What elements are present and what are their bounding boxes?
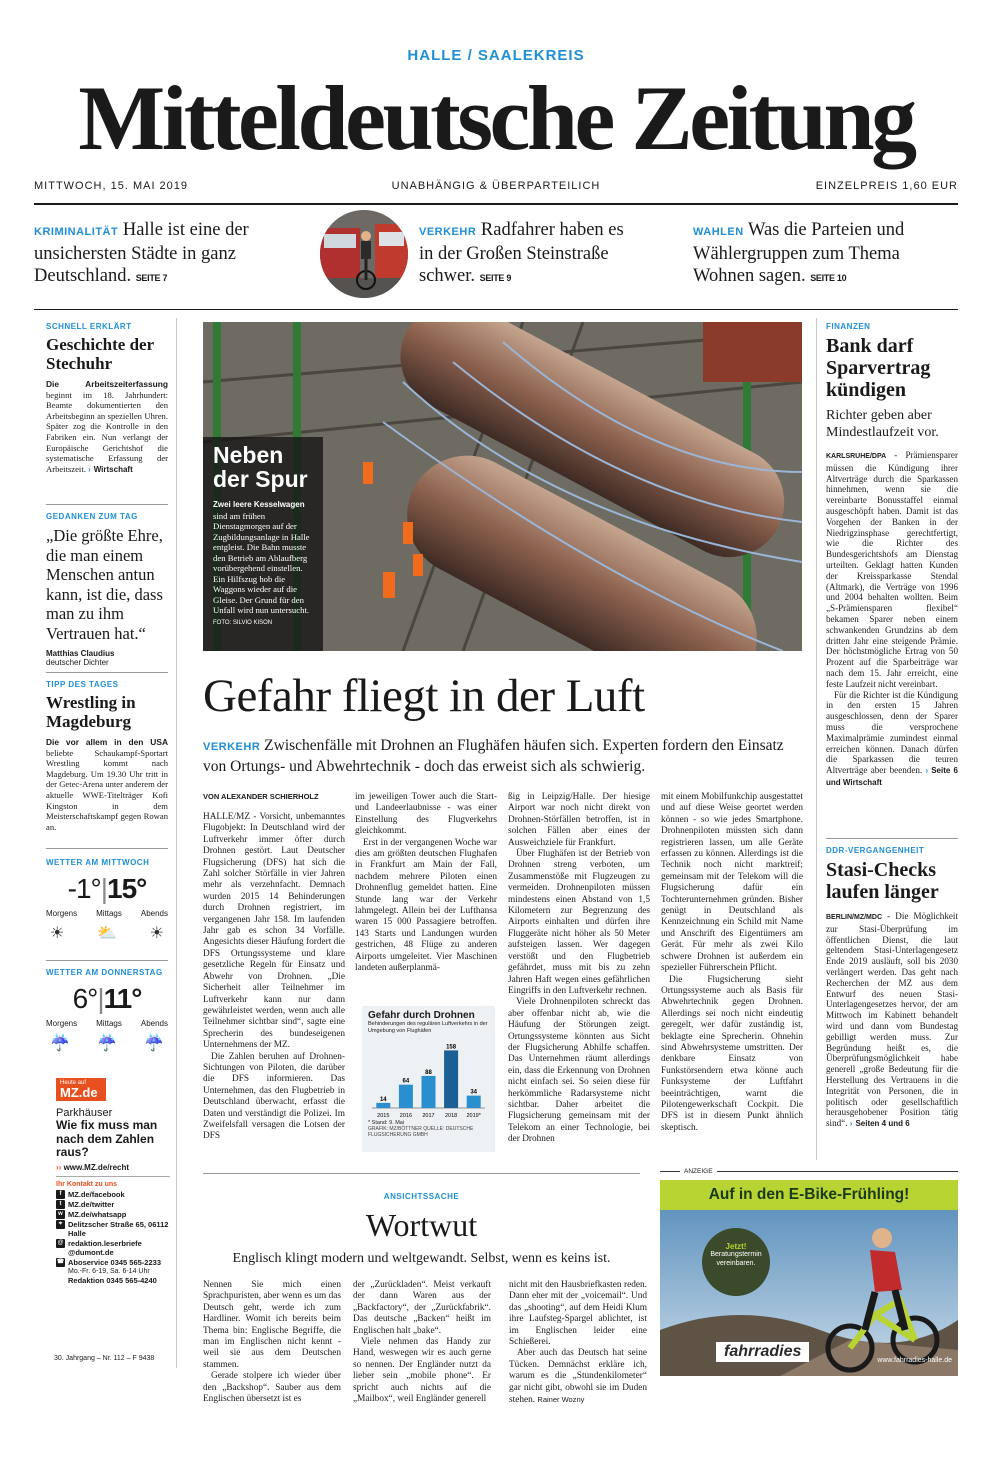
chart-plot	[368, 1036, 489, 1120]
ad-ebike[interactable]	[660, 1180, 958, 1376]
quote-kicker: GEDANKEN ZUM TAG	[46, 512, 138, 521]
column-col3-p2: Aber auch das Deutsch hat seine Tücken. Demnächst erkläre ich, warum es die „Stundenkilometer“ gar nicht gibt, obwohl sie im Duden stehen.	[509, 1348, 647, 1406]
teaser-kicker: WAHLEN	[693, 226, 744, 238]
chart-source: GRAFIK: MZ/BÖTTNER QUELLE: DEUTSCHE FLUGSICHERUNG GMBH	[368, 1126, 474, 1138]
chart-data-label: 158	[446, 1044, 457, 1051]
at-icon: @	[57, 1239, 64, 1246]
column-col-2	[353, 1280, 491, 1405]
chart-category-label: 2017	[422, 1113, 435, 1119]
lead-col3-p2: Über Flughäfen ist der Betrieb von Drohnen streng verboten, um Zusammenstöße mit Flugzeugen zu vermeiden. Drohnenpiloten müssen mindestens einen Abstand von 1,5 Kilometern zur Begrenzung des Airports einhalten und dürfen ihre Fluggeräte nicht höher als 50 Meter aufsteigen lassen. Wer dagegen verstößt und den Flugbetrieb gefährdet, muss mit bis zu zehn Jahren Haft wegen eines gefährlichen Eingriffs in den Luftverkehr rechnen.	[508, 849, 650, 996]
issue-date: MITTWOCH, 15. MAI 2019	[34, 180, 189, 192]
motto: UNABHÄNGIG & ÜBERPARTEILICH	[391, 180, 601, 192]
finance-title[interactable]: Bank darf Sparvertrag kündigen	[826, 335, 931, 401]
finance-kicker: FINANZEN	[826, 322, 871, 331]
service-teaser-kicker: Parkhäuser	[56, 1107, 113, 1119]
chart-footnote: * Stand: 9. Mai	[368, 1120, 405, 1126]
explained-box	[46, 322, 168, 475]
location-icon: ⌖	[56, 1220, 65, 1229]
contact-text: MZ.de/facebook	[68, 1189, 125, 1199]
service-box	[56, 1078, 170, 1285]
column-col2-p1: der „Zurückladen“. Meist verkauft der dann Waren aus der „Backfactory“, der „Zurückfabrik“. Das deutsche „Backen“ heißt im Englischen halt „bake“.	[353, 1280, 491, 1336]
contact-title: Ihr Kontakt zu uns	[56, 1180, 118, 1188]
ad-bubble-title: Jetzt!	[725, 1242, 747, 1251]
lead-col-2	[355, 792, 497, 975]
teaser-text: Radfahrer haben es in der Großen Steinstraße schwer.	[419, 220, 624, 286]
weather-label-noon: Mittags	[96, 1019, 122, 1028]
photo-title: Neben der Spur	[213, 442, 308, 492]
issue-number: 30. Jahrgang – Nr. 112 – F 9438	[54, 1355, 155, 1362]
lead-byline: VON ALEXANDER SCHIERHOLZ	[203, 792, 319, 801]
column-col1-p2: Gerade stolpere ich wieder über den „Backshop“. Sauber aus dem Englischen übersetzt ist es	[203, 1371, 341, 1405]
lead-col4-p1: mit einem Mobilfunkchip ausgestattet und auf diese Weise geortet werden können - so wie jedes Smartphone. Drohnenpiloten müssten sich dann registrieren lassen, um alle Geräte erfassen zu können. Allerdings ist die Technik noch nicht marktreif; gemeinsam mit der Telekom will die Flugsicherung dafür ein Tochterunternehmen gründen. Bisher genügt in Deutschland als Kennzeichnung ein Schild mit Name und Anschrift des Eigentümers am Gerät. Für mehr als zwei Kilo schwere Drohnen ist außerdem ein spezieller Führerschein Pflicht.	[661, 792, 803, 974]
contact-item[interactable]	[56, 1190, 170, 1199]
weather-kicker: WETTER AM MITTWOCH	[46, 858, 150, 867]
service-hours: Mo.-Fr. 6-19, Sa. 6-14 Uhr	[68, 1267, 150, 1275]
ddr-kicker: DDR-VERGANGENHEIT	[826, 846, 925, 855]
column-col1-p1: Nennen Sie mich einen Sprachpuristen, aber wenn es um das Deutsch geht, werde ich zum Hardliner. Womit ich bereits beim Thema bin: Englische Begriffe, die man im Englischen nicht kennt - weil sie aus dem Deutschen stammen.	[203, 1280, 341, 1370]
tip-kicker: TIPP DES TAGES	[46, 680, 119, 689]
explained-title: Geschichte der Stechuhr	[46, 335, 154, 373]
teaser-kicker: VERKEHR	[419, 226, 477, 238]
lead-headline[interactable]: Gefahr fliegt in der Luft	[203, 670, 645, 722]
lead-col-4	[661, 792, 803, 1134]
lead-kicker: VERKEHR	[203, 741, 261, 753]
ad-headline: Auf in den E-Bike-Frühling!	[660, 1180, 958, 1210]
chart-data-label: 34	[470, 1089, 478, 1096]
service-teaser-title: Wie fix muss man nach dem Zahlen raus?	[56, 1118, 158, 1159]
weather-low: -1°	[67, 873, 101, 904]
lead-col2-p2: Erst in der vergangenen Woche war dies am größten deutschen Flughafen in Frankfurt am Main der Fall, nachdem mehrere Piloten einen Drohnenflug gemeldet hatten. Eine Stunde lang war der Verkehr lahmgelegt. Allein bei der Lufthansa waren 15 000 Passagiere betroffen. 143 Starts und Landungen wurden gestrichen, 48 Flüge zu anderen Airports umgeleitet. Vier Maschinen landeten außerplanmä-	[355, 837, 497, 974]
chart-category-label: 2016	[399, 1113, 413, 1119]
sun-icon: ☀	[50, 925, 65, 942]
finance-box	[826, 322, 958, 789]
ad-url: www.fahrradies-halle.de	[877, 1357, 952, 1364]
lead-deck-text: Zwischenfälle mit Drohnen an Flughäfen häufen sich. Experten fordern den Einsatz von Ortungs- und Abwehrtechnik - doch das erweist sich als schwierig.	[203, 737, 784, 775]
ddr-box	[826, 846, 958, 1130]
chart-category-label: 2015	[377, 1113, 390, 1119]
region-label: HALLE / SAALEKREIS	[407, 47, 585, 64]
chart-bar	[467, 1096, 481, 1108]
chart-bar	[376, 1103, 390, 1108]
weather-label-morning: Morgens	[46, 1019, 78, 1028]
column-col-1	[203, 1280, 341, 1405]
rain-cloud-icon: ☔	[144, 1035, 164, 1052]
teaser-page: SEITE 9	[479, 273, 512, 283]
chart-bar	[399, 1085, 413, 1108]
teaser-photo-cyclist	[320, 210, 408, 298]
quote-box	[46, 512, 168, 667]
finance-text2: Für die Richter ist die Kündigung in den ersten 15 Jahren ausgeschlossen, denn der Sparer muss die versprochene Maximalprämie zumindest einmal erreichen können. Danach dürfen die Sparkassen die teuren Altverträge aber beenden.	[826, 689, 958, 776]
finance-sub: Richter geben aber Mindestlaufzeit vor.	[826, 408, 939, 440]
ad-label: ANZEIGE	[684, 1168, 713, 1175]
mzde-badge-label: MZ.de	[60, 1085, 98, 1100]
teaser-text: Was die Parteien und Wählergruppen zum Thema Wohnen sagen.	[693, 220, 905, 286]
teaser-text: Halle ist eine der unsichersten Städte in ganz Deutschland.	[34, 220, 249, 286]
lead-col1-p1: HALLE/MZ - Vorsicht, unbemanntes Flugobjekt: In Deutschland wird der Luftverkehr immer öfter durch Drohnen gestört. Laut Deutscher Flugsicherung (DFS) hat sich die Zahl solcher Störfälle in vier Jahren mehr als verzehnfacht. Demnach wurden 2015 14 Behinderungen durch Drohnen registriert, im vergangenen Jahr 158. Im laufenden Jahr gab es schon 34 Vorfälle. Angesichts dieser Häufung fordert die DFS Ortungssysteme und klare gesetzliche Regeln für Einsatz und Abwehr von Drohnen. „Die Sicherheit aller Teilnehmer im Luftverkehr kann nur dann gewährleistet werden, wenn auch alle Teilnehmer sichtbar sind“, sagte eine Sprecherin des bundeseigenen Unternehmens der MZ.	[203, 812, 345, 1051]
photo-credit: FOTO: SILVIO KISON	[213, 619, 273, 626]
lead-col4-p2: Die Flugsicherung sieht Ortungssysteme auch als Basis für Abwehrtechnik gegen Drohnen. Allerdings sei noch nicht eindeutig geregelt, wer dafür zuständig ist, beklagte eine Sprecherin. Ohnehin sind Abwehrsysteme umstritten. Der denkbare Einsatz von Funkstörsendern etwa könne auch Funksysteme der Luftfahrt beeinträchtigen, warnt die Pilotengewerkschaft Cockpit. Die DFS ist in diesem Punkt ähnlich skeptisch.	[661, 974, 803, 1133]
contact-item[interactable]	[56, 1200, 170, 1209]
ddr-ref[interactable]: › Seiten 4 und 6	[850, 1119, 910, 1128]
column-author: Rainer Wozny	[537, 1395, 585, 1405]
whatsapp-icon: w	[56, 1210, 65, 1219]
weather-label-noon: Mittags	[96, 909, 122, 918]
weather-kicker: WETTER AM DONNERSTAG	[46, 968, 163, 977]
weather-high: 11°	[103, 983, 142, 1014]
ad-bubble[interactable]	[702, 1228, 770, 1296]
price: EINZELPREIS 1,60 EUR	[815, 180, 958, 192]
teaser-kriminalitaet[interactable]	[34, 219, 274, 289]
lead-col2-p1: im jeweiligen Tower auch die Start- und Landeerlaubnisse - was einer Einstellung des Flugverkehrs gleichkommt.	[355, 792, 497, 837]
finance-text: - Prämiensparer müssen die Kündigung ihrer Altverträge durch die Sparkassen hinnehmen, wenn sie die vereinbarte Bonusstaffel einmal ausgeschöpft haben. Damit ist das Vorgehen der Banken in der Niedrigzinsphase gerechtfertigt, wie die Richter des Bundesgerichtshofs am Dienstag urteilten. Geklagt hatten Kunden der Kreissparkasse Stendal (Altmark), die Verträge von 1996 und 2004 behalten wollten. Beim „S-Prämiensparen flexibel“ bekamen Sparer neben einem schwankenden Grundzins ab dem dritten Jahr eine steigende Prämie. Der höchstmögliche Ertrag von 50 Prozent auf die Sparbeiträge war nach dem 15. Jahr erreicht, eine feste Laufzeit nicht vereinbart.	[826, 450, 958, 689]
column-kicker: ANSICHTSSACHE	[383, 1192, 460, 1201]
tip-text: beliebte Schaukampf-Sportart Wrestling kommt nach Magdeburg. Um 19.30 Uhr tritt in der Getec-Arena unter anderem der aktuelle WWE-Titelträger Kofi Kingston in dem Meisterschaftskampf gegen Rowan an.	[46, 747, 168, 832]
twitter-icon: t	[56, 1200, 65, 1209]
lead-col1-p2: Die Zahlen beruhen auf Drohnen-Sichtungen von Piloten, die darüber die DFS informieren. Das Unternehmen, das den Flugbetrieb in Deutschland überwacht, erfasst die Daten und verständigt die Polizei. Im Zweifelsfall versagen die Lotsen der DFS	[203, 1051, 345, 1142]
service-redaktion: Redaktion 0345 565-4240	[68, 1275, 157, 1285]
ddr-text: - Die Möglichkeit zur Stasi-Überprüfung im öffentlichen Dienst, die laut geltendem Stasi-Unterlagengesetz Ende 2019 ausläuft, soll bis 2030 verlängert werden. Das geht nach Recherchen der MZ aus dem Entwurf des neuen Stasi-Unterlagengesetzes hervor, der am Mittwoch im Kabinett behandelt wird und dann vom Bundestag gebilligt werden muss. Zur Begründung heißt es, die Überprüfungsmöglichkeit habe generell „große Bedeutung für die Herstellung des Vertrauens in die Integrität von Personen, die in politisch oder gesellschaftlich herausgehobener Position tätig sind“.	[826, 911, 958, 1129]
contact-text: redaktion.leserbriefe @dumont.de	[68, 1238, 142, 1257]
teaser-wahlen[interactable]	[693, 219, 958, 289]
contact-text: MZ.de/twitter	[68, 1199, 115, 1209]
lead-col-1	[203, 812, 345, 1143]
chart-subtitle: Behinderungen des regulären Luftverkehrs in der Umgebung von Flughäfen	[368, 1021, 488, 1034]
teaser-page: SEITE 7	[135, 273, 168, 283]
chart-title: Gefahr durch Drohnen	[368, 1010, 475, 1021]
facebook-icon: f	[56, 1190, 65, 1199]
explained-ref[interactable]: › Wirtschaft	[88, 465, 133, 474]
contact-item[interactable]	[56, 1258, 170, 1267]
ddr-dateline: BERLIN/MZ/MDC	[826, 914, 882, 921]
chart-category-label: 2018	[444, 1113, 458, 1119]
chart-bar	[444, 1050, 458, 1108]
explained-kicker: SCHNELL ERKLÄRT	[46, 322, 132, 331]
chart-data-label: 88	[425, 1069, 432, 1076]
sun-icon: ☀	[149, 925, 164, 942]
phone-icon: ☎	[56, 1258, 65, 1265]
teaser-verkehr[interactable]	[419, 219, 634, 289]
ad-label-row	[660, 1168, 958, 1175]
teaser-kicker: KRIMINALITÄT	[34, 226, 119, 238]
contact-item[interactable]	[56, 1220, 170, 1238]
finance-dateline: KARLSRUHE/DPA	[826, 453, 887, 460]
weather-label-evening: Abends	[140, 1019, 168, 1028]
quote-text: „Die größte Ehre, die man einem Menschen antun kann, ist die, dass man zu ihm Vertrauen hat.“	[46, 526, 163, 643]
photo-lead: Zwei leere Kesselwagen	[213, 500, 305, 509]
tip-title: Wrestling in Magdeburg	[46, 693, 136, 731]
service-teaser-link[interactable]: ›› www.MZ.de/recht	[56, 1162, 130, 1172]
explained-lead: Die Arbeitszeiterfassung	[46, 379, 168, 389]
lead-col3-p1: ßig in Leipzig/Halle. Der hiesige Airport war noch nicht direkt von Drohnen-Störfällen betroffen, ist in solchen Fällen aber eines der Ausweichziele für Frankfurt.	[508, 792, 650, 848]
column-col2-p2: Viele nehmen das Handy zur Hand, weswegen wir es auch gerne so nennen. Der Engländer nutzt da lieber sein „mobile phone“. Er spricht auch nichts auf die „Mailbox“, weil Engländer generell	[353, 1337, 491, 1405]
drone-chart	[362, 1006, 495, 1152]
chart-bar	[421, 1076, 435, 1108]
photo-caption-box	[203, 437, 323, 651]
lead-col3-p3: Viele Drohnenpiloten schreckt das aber offenbar nicht ab, wie die Häufung der Störungen zeigt. Ortungssysteme könnten aus Sicht der Flugsicherung Abhilfe schaffen. Das Unternehmen räumt allerdings ein, dass die Erkennung von Drohnen nicht einfach sei. So seien diese für herkömmliche Radarsysteme nicht sichtbar. Daher arbeitet die Flugsicherung gemeinsam mit der Telekom an einer Technologie, bei der Drohnen	[508, 997, 650, 1145]
weather-low: 6°	[72, 983, 98, 1014]
chart-data-label: 64	[402, 1078, 410, 1085]
teaser-page: SEITE 10	[810, 273, 847, 283]
newspaper-title: Mitteldeutsche Zeitung	[78, 67, 914, 169]
contact-text: Aboservice 0345 565-2233	[68, 1257, 161, 1267]
mzde-badge-small: Heute auf	[60, 1080, 87, 1086]
weather-high: 15°	[107, 873, 147, 904]
rain-cloud-icon: ☔	[50, 1035, 70, 1052]
column-title[interactable]: Wortwut	[365, 1207, 478, 1243]
contact-item[interactable]	[56, 1210, 170, 1219]
lead-col-3	[508, 792, 650, 1146]
photo-caption: sind am frühen Dienstagmorgen auf der Zugbildungsanlage in Halle entgleist. Die Bahn musste den Betrieb am Ablaufberg vorübergehend einstellen. Ein Hilfszug hob die Waggons wieder auf die Gleise. Der Grund für den Unfall wird nun untersucht.	[213, 510, 310, 615]
chart-category-label: 2019*	[466, 1113, 481, 1119]
contact-list	[56, 1190, 170, 1267]
mzde-badge[interactable]	[56, 1078, 106, 1101]
sun-cloud-icon: ⛅	[97, 925, 117, 942]
explained-text: beginnt im 18. Jahrhundert: Beamte dokumentierten den Arbeitsbeginn an speziellen Uhren. Später zog die Kontrolle in den Fabriken ein. Nun verlangt der Europäische Gerichtshof die systematische Erfassung der Arbeitszeit.	[46, 389, 168, 474]
quote-role: deutscher Dichter	[46, 658, 109, 667]
tip-box	[46, 680, 168, 832]
weather-label-evening: Abends	[140, 909, 168, 918]
weather-thursday: WETTER AM DONNERSTAG 6°|11° Morgens Mittags Abends ☔ ☔ ☔	[46, 968, 168, 1052]
finance-ref[interactable]: › Seite 6 und Wirtschaft	[826, 766, 958, 787]
contact-item[interactable]	[56, 1239, 170, 1257]
quote-author: Matthias Claudius	[46, 649, 115, 658]
column-col-3	[509, 1280, 647, 1406]
ad-bubble-text: Beratungstermin vereinbaren.	[710, 1251, 762, 1267]
ddr-title[interactable]: Stasi-Checks laufen länger	[826, 859, 939, 903]
rain-cloud-icon: ☔	[97, 1035, 117, 1052]
column-col3-p1: nicht mit den Hausbriefkasten reden. Dann eher mit der „voicemail“. Und das „shooting“, auf dem Heidi Klum ihre Laufsteg-Spargel ablichtet, ist im Englischen leider eine Schießerei.	[509, 1280, 647, 1348]
lead-deck	[203, 736, 803, 776]
ad-brand: fahrradies	[716, 1342, 809, 1362]
contact-text: Delitzscher Straße 65, 06112 Halle	[68, 1219, 169, 1238]
chart-data-label: 14	[379, 1096, 387, 1103]
weather-label-morning: Morgens	[46, 909, 78, 918]
column-deck: Englisch klingt modern und weltgewandt. Selbst, wenn es keins ist.	[232, 1251, 611, 1266]
weather-wednesday: WETTER AM MITTWOCH -1°|15° Morgens Mittags Abends ☀ ⛅ ☀	[46, 858, 168, 942]
contact-text: MZ.de/whatsapp	[68, 1209, 127, 1219]
tip-lead: Die vor allem in den USA	[46, 737, 168, 747]
